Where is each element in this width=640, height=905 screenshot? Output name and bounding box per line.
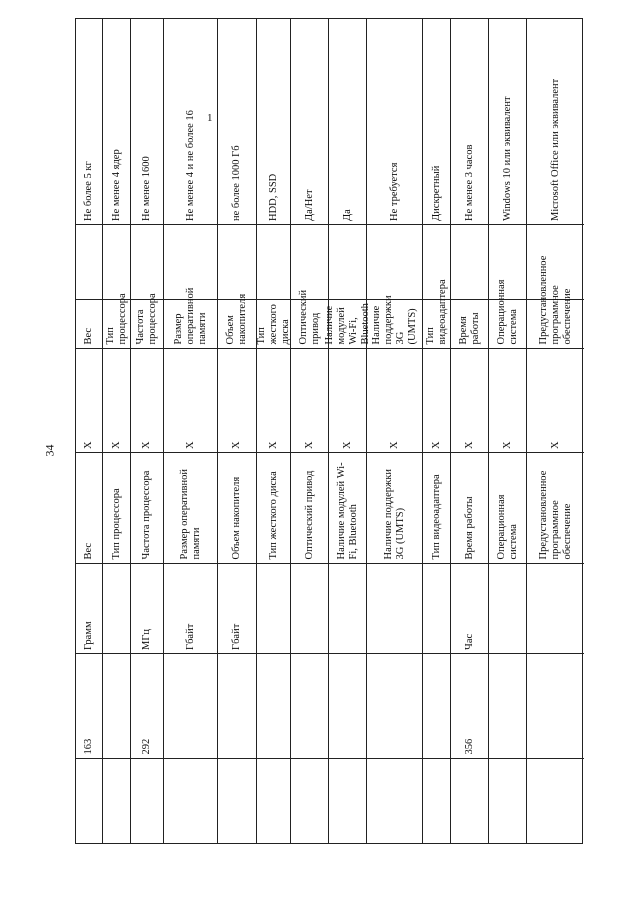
cell-unit xyxy=(451,564,488,654)
cell-code xyxy=(527,654,584,759)
cell-text-feature: Предустановленное программное обеспечение xyxy=(537,470,573,560)
cell-text-value: Не более 5 кг xyxy=(83,160,94,221)
cell-code xyxy=(131,654,163,759)
cell-text-flag: X xyxy=(549,440,561,449)
cell-blank xyxy=(218,759,256,845)
cell-text-feature: Оптический привод xyxy=(303,470,315,560)
cell-text-value: Дискретный xyxy=(430,165,442,221)
cell-text-value: HDD, SSD xyxy=(267,173,279,221)
cell-requirement xyxy=(76,225,102,300)
cell-text-value: Да xyxy=(341,208,353,221)
cell-value xyxy=(218,19,256,225)
page-number: 34 xyxy=(42,444,57,457)
cell-text-flag: X xyxy=(141,440,152,449)
table-row xyxy=(489,19,527,843)
cell-param xyxy=(131,293,163,349)
cell-text-flag: X xyxy=(231,440,242,449)
cell-text-value: Microsoft Office или эквивалент xyxy=(549,78,561,221)
cell-text-feature: Тип видеоадаптера xyxy=(430,474,442,560)
cell-text-flag: X xyxy=(83,440,94,449)
cell-code xyxy=(103,654,130,759)
cell-text-code: 292 xyxy=(141,738,152,755)
cell-value xyxy=(291,19,328,225)
cell-text-unit: Час xyxy=(463,633,475,650)
cell-feature xyxy=(76,453,102,564)
cell-unit xyxy=(131,564,163,654)
cell-feature xyxy=(451,453,488,564)
cell-blank xyxy=(329,759,366,845)
cell-blank xyxy=(164,759,217,845)
cell-param xyxy=(451,300,488,349)
cell-value xyxy=(76,19,102,225)
cell-flag xyxy=(164,349,217,453)
cell-text-value: Не менее 4 ядер xyxy=(110,148,122,221)
cell-feature xyxy=(329,453,366,564)
cell-flag xyxy=(76,349,102,453)
cell-requirement xyxy=(291,225,328,300)
cell-value xyxy=(527,19,584,225)
table-row xyxy=(218,19,257,843)
cell-flag xyxy=(218,349,256,453)
cell-text-unit: Гбайт xyxy=(231,623,242,650)
cell-unit xyxy=(291,564,328,654)
cell-value xyxy=(367,19,422,225)
cell-text-value: Не требуется xyxy=(388,162,400,221)
cell-feature xyxy=(527,453,584,564)
cell-text-flag: X xyxy=(341,440,353,449)
cell-value xyxy=(451,19,488,225)
cell-text-param: Время работы xyxy=(457,312,481,345)
cell-requirement xyxy=(367,225,422,300)
cell-blank xyxy=(103,759,130,845)
table-row xyxy=(291,19,329,843)
cell-flag xyxy=(103,349,130,453)
cell-text-param: Вес xyxy=(83,327,94,345)
cell-requirement xyxy=(131,225,163,300)
cell-text-unit: Гбайт xyxy=(184,623,196,650)
cell-text-param: Тип видеоадаптера xyxy=(424,279,448,345)
cell-text-flag: X xyxy=(501,440,513,449)
cell-param xyxy=(257,300,290,349)
cell-unit xyxy=(218,564,256,654)
cell-blank xyxy=(423,759,450,845)
cell-text-code: 356 xyxy=(463,738,475,755)
cell-text-feature: Размер оперативной памяти xyxy=(178,468,202,560)
cell-flag xyxy=(329,349,366,453)
cell-param xyxy=(367,295,422,349)
cell-text-param: Тип жесткого диска xyxy=(255,304,291,345)
cell-code xyxy=(489,654,526,759)
cell-feature xyxy=(164,453,217,564)
cell-text-param: Частота процессора xyxy=(135,293,158,345)
cell-text-feature: Тип жесткого диска xyxy=(267,471,279,560)
table-row xyxy=(423,19,451,843)
cell-text-value: не более 1000 Гб xyxy=(231,144,242,221)
cell-flag xyxy=(257,349,290,453)
cell-text-param: Объем накопителя xyxy=(225,293,248,345)
cell-requirement xyxy=(329,225,366,300)
cell-code xyxy=(164,654,217,759)
cell-text-unit: Грамм xyxy=(83,620,94,650)
table-row xyxy=(451,19,489,843)
cell-value xyxy=(257,19,290,225)
cell-unit xyxy=(423,564,450,654)
cell-text-param: Наличие модулей Wi-Fi, Bluetooth xyxy=(323,303,371,345)
cell-flag xyxy=(527,349,584,453)
cell-blank xyxy=(291,759,328,845)
cell-text-value: Не менее 3 часов xyxy=(463,144,475,221)
cell-code xyxy=(451,654,488,759)
cell-unit xyxy=(329,564,366,654)
cell-text-feature: Наличие поддержки 3G (UMTS) xyxy=(382,468,406,560)
cell-text-value: Да/Нет xyxy=(303,188,315,221)
table-row xyxy=(131,19,164,843)
cell-text-flag: X xyxy=(184,440,196,449)
cell-text-feature: Частота процессора xyxy=(141,470,152,560)
side-mark: 1 xyxy=(207,112,213,124)
cell-blank xyxy=(367,759,422,845)
cell-blank xyxy=(451,759,488,845)
cell-feature xyxy=(218,453,256,564)
cell-code xyxy=(291,654,328,759)
cell-unit xyxy=(257,564,290,654)
cell-blank xyxy=(489,759,526,845)
cell-flag xyxy=(451,349,488,453)
cell-requirement xyxy=(103,225,130,300)
cell-text-param: Тип процессора xyxy=(104,293,128,345)
cell-value xyxy=(329,19,366,225)
cell-text-feature: Время работы xyxy=(463,496,475,560)
cell-text-param: Размер оперативной памяти xyxy=(172,287,208,345)
cell-text-flag: X xyxy=(388,440,400,449)
table-row xyxy=(76,19,103,843)
cell-unit xyxy=(527,564,584,654)
cell-feature xyxy=(103,453,130,564)
cell-text-feature: Наличие модулей Wi-Fi, Bluetooth xyxy=(335,462,359,560)
cell-param xyxy=(103,293,130,349)
cell-text-feature: Операционная система xyxy=(495,494,519,560)
cell-text-feature: Вес xyxy=(83,542,94,560)
table-row xyxy=(367,19,423,843)
cell-value xyxy=(489,19,526,225)
cell-param xyxy=(218,293,256,349)
cell-param xyxy=(291,289,328,349)
cell-code xyxy=(367,654,422,759)
cell-param xyxy=(323,300,371,349)
table-row xyxy=(103,19,131,843)
cell-flag xyxy=(423,349,450,453)
table-row xyxy=(164,19,218,843)
cell-text-flag: X xyxy=(303,440,315,449)
cell-feature xyxy=(291,453,328,564)
cell-text-feature: Объем накопителя xyxy=(231,476,242,560)
cell-param xyxy=(423,279,450,349)
table-row xyxy=(527,19,584,843)
cell-value xyxy=(131,19,163,225)
cell-requirement xyxy=(218,225,256,300)
cell-code xyxy=(257,654,290,759)
cell-unit xyxy=(76,564,102,654)
cell-code xyxy=(423,654,450,759)
cell-feature xyxy=(131,453,163,564)
cell-flag xyxy=(367,349,422,453)
cell-flag xyxy=(489,349,526,453)
cell-text-flag: X xyxy=(267,440,279,449)
cell-param xyxy=(527,255,584,349)
cell-flag xyxy=(291,349,328,453)
cell-blank xyxy=(76,759,102,845)
cell-text-unit: МГц xyxy=(141,628,152,650)
cell-code xyxy=(329,654,366,759)
cell-unit xyxy=(103,564,130,654)
cell-param xyxy=(76,300,102,349)
cell-text-param: Операционная система xyxy=(495,279,519,345)
cell-param xyxy=(164,287,217,349)
cell-requirement xyxy=(257,225,290,300)
cell-text-param: Наличие поддержки 3G (UMTS) xyxy=(370,295,418,345)
cell-feature xyxy=(367,453,422,564)
cell-text-feature: Тип процессора xyxy=(110,488,122,560)
cell-value xyxy=(103,19,130,225)
cell-text-flag: X xyxy=(463,440,475,449)
cell-text-flag: X xyxy=(110,440,122,449)
cell-text-param: Оптический привод xyxy=(297,289,321,345)
table-row xyxy=(323,19,371,843)
cell-feature xyxy=(423,453,450,564)
cell-code xyxy=(218,654,256,759)
cell-blank xyxy=(257,759,290,845)
cell-blank xyxy=(527,759,584,845)
cell-unit xyxy=(164,564,217,654)
cell-text-value: Windows 10 или эквивалент xyxy=(501,95,513,221)
cell-blank xyxy=(131,759,163,845)
cell-feature xyxy=(257,453,290,564)
cell-unit xyxy=(367,564,422,654)
cell-text-value: Не менее 4 и не более 16 xyxy=(184,109,196,221)
cell-flag xyxy=(131,349,163,453)
cell-text-code: 163 xyxy=(83,738,94,755)
cell-requirement xyxy=(489,225,526,300)
cell-requirement xyxy=(451,225,488,300)
spec-table xyxy=(75,18,583,844)
cell-value xyxy=(423,19,450,225)
cell-text-param: Предустановленное программное обеспечение xyxy=(537,255,573,345)
cell-param xyxy=(489,279,526,349)
cell-unit xyxy=(489,564,526,654)
table-row xyxy=(257,19,291,843)
cell-code xyxy=(76,654,102,759)
cell-feature xyxy=(489,453,526,564)
cell-text-flag: X xyxy=(430,440,442,449)
cell-text-value: Не менее 1600 xyxy=(141,155,152,221)
